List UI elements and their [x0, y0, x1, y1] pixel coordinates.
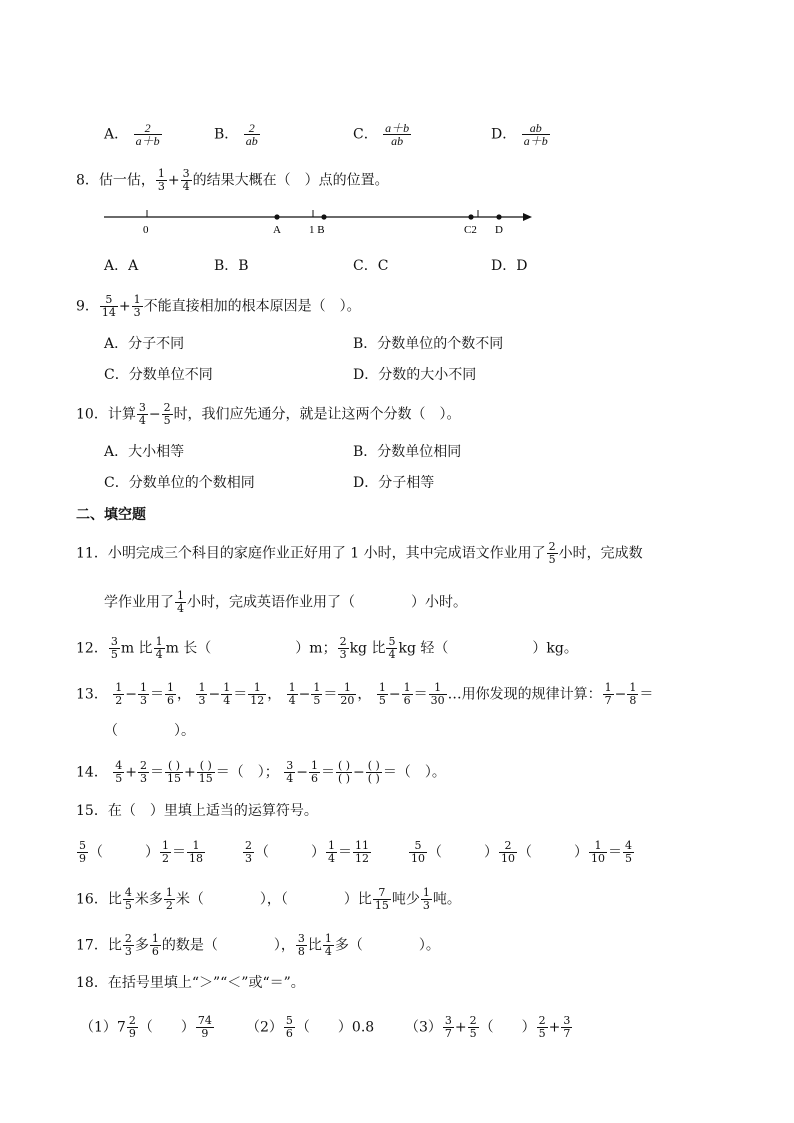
q13-answer-blank: （ ）。 — [104, 723, 195, 739]
point-a — [274, 214, 279, 219]
point-label-a: A — [273, 224, 281, 236]
arrow-head-icon — [523, 213, 532, 221]
q8-question: 8．估一估， $\frac{1}{3}$ + $\frac{3}{4}$ 的结果大概在（ ）点的位置。 — [76, 167, 389, 193]
q10-option-a: A．大小相等 — [104, 444, 185, 460]
q10-option-b: B．分数单位相同 — [353, 444, 462, 460]
q9-option-d: D．分数的大小不同 — [353, 367, 477, 383]
section-heading-fill-in: 二、填空题 — [76, 507, 146, 523]
q15-group-2: $\frac{2}{3}$ （ ） $\frac{1}{4}$ ＝ $\frac{11}{12}$ — [245, 839, 369, 865]
point-c — [468, 214, 473, 219]
q7-option-a: A． $\frac{2}{a+b}$ — [104, 121, 160, 148]
q8-option-a: A．A — [104, 258, 139, 274]
q7-option-c: C． $\frac{a+b}{ab}$ — [353, 121, 410, 148]
q9-option-b: B．分数单位的个数不同 — [353, 336, 504, 352]
q18-part-2: （2） $\frac{5}{6}$ （ ）0.8 — [246, 1014, 375, 1040]
point-label-d: D — [495, 224, 503, 236]
q15-group-1: $\frac{5}{9}$ （ ） $\frac{1}{2}$ ＝ $\frac{1}{18}$ — [79, 839, 203, 865]
q9-question: 9． $\frac{5}{14}$ + $\frac{1}{3}$ 不能直接相加的根本原因是（ ）。 — [76, 293, 361, 319]
q10-option-d: D．分子相等 — [353, 475, 435, 491]
q15-group-3: $\frac{5}{10}$ （ ） $\frac{2}{10}$ （ ） $\frac{1}{10}$ ＝ $\frac{4}{5}$ — [411, 839, 632, 865]
q9-option-c: C．分数单位不同 — [104, 367, 213, 383]
point-b — [321, 214, 326, 219]
q18-part-3: （3） $\frac{3}{7}$ + $\frac{2}{5}$ （ ） $\frac{2}{5}$ + $\frac{3}{7}$ — [405, 1014, 571, 1040]
q7-option-b: B． $\frac{2}{ab}$ — [214, 121, 258, 148]
q11-line1: 11．小明完成三个科目的家庭作业正好用了 1 小时，其中完成语文作业用了 $\frac{2}{5}$ 小时，完成数 — [76, 540, 643, 566]
q17-question: 17．比 $\frac{2}{3}$ 多 $\frac{1}{6}$ 的数是（ ）， $\frac{3}{8}$ 比 $\frac{1}{4}$ 多（ ）。 — [76, 932, 440, 958]
tick-label-1-b: 1 B — [309, 224, 325, 236]
q9-option-a: A．分子不同 — [104, 336, 185, 352]
q14-question: 14． $\frac{4}{5}$ + $\frac{2}{3}$ ＝ ( ) 15 + ( ) 15 ＝（ ）； $\frac{3}{4}$ − $\frac{1}{6}$ ＝ ( ) ( ) − ( ) ( ) ＝（ ）。 — [76, 759, 446, 785]
q8-option-c: C．C — [353, 258, 389, 274]
point-d — [496, 214, 501, 219]
q13-question: 13． $\frac{1}{2}$ − $\frac{1}{3}$ ＝ $\frac{1}{6}$ ， $\frac{1}{3}$ − $\frac{1}{4}$ ＝ $\frac{1}{12}$ ， $\frac{1}{4}$ − $\frac{1}{5}$ ＝ $\frac{1}{20}$ ， $\frac{1}{5}$ − $\frac{1}{6}$ ＝ $\frac{1}{30}$ …用你发现的规律计算： $\frac{1}{7}$ − $\frac{1}{8}$ ＝ — [76, 681, 654, 707]
q18-title: 18．在括号里填上“＞”“＜”或“＝”。 — [76, 975, 305, 991]
q12-question: 12． $\frac{3}{5}$ m 比 $\frac{1}{4}$ m 长（ ）m； $\frac{2}{3}$ kg 比 $\frac{5}{4}$ kg 轻（ ）kg。 — [76, 635, 578, 661]
q8-option-d: D．D — [491, 258, 528, 274]
q10-option-c: C．分数单位的个数相同 — [104, 475, 255, 491]
q16-question: 16．比 $\frac{4}{5}$ 米多 $\frac{1}{2}$ 米（ ），（ ）比 $\frac{7}{15}$ 吨少 $\frac{1}{3}$ 吨。 — [76, 886, 461, 912]
q11-line2: 学作业用了 $\frac{1}{4}$ 小时，完成英语作业用了（ ）小时。 — [104, 589, 467, 615]
q8-option-b: B．B — [214, 258, 249, 274]
q18-part-1: （1）7 $\frac{2}{9}$ （ ） $\frac{74}{9}$ — [80, 1014, 212, 1040]
q15-title: 15．在（ ）里填上适当的运算符号。 — [76, 803, 318, 819]
tick-label-0: 0 — [143, 224, 149, 236]
point-label-c2: C2 — [464, 224, 477, 236]
q7-option-d: D． $\frac{ab}{a+b}$ — [491, 121, 548, 148]
number-line — [100, 202, 540, 238]
q10-question: 10．计算 $\frac{3}{4}$ − $\frac{2}{5}$ 时，我们应先通分，就是让这两个分数（ ）。 — [76, 401, 461, 427]
